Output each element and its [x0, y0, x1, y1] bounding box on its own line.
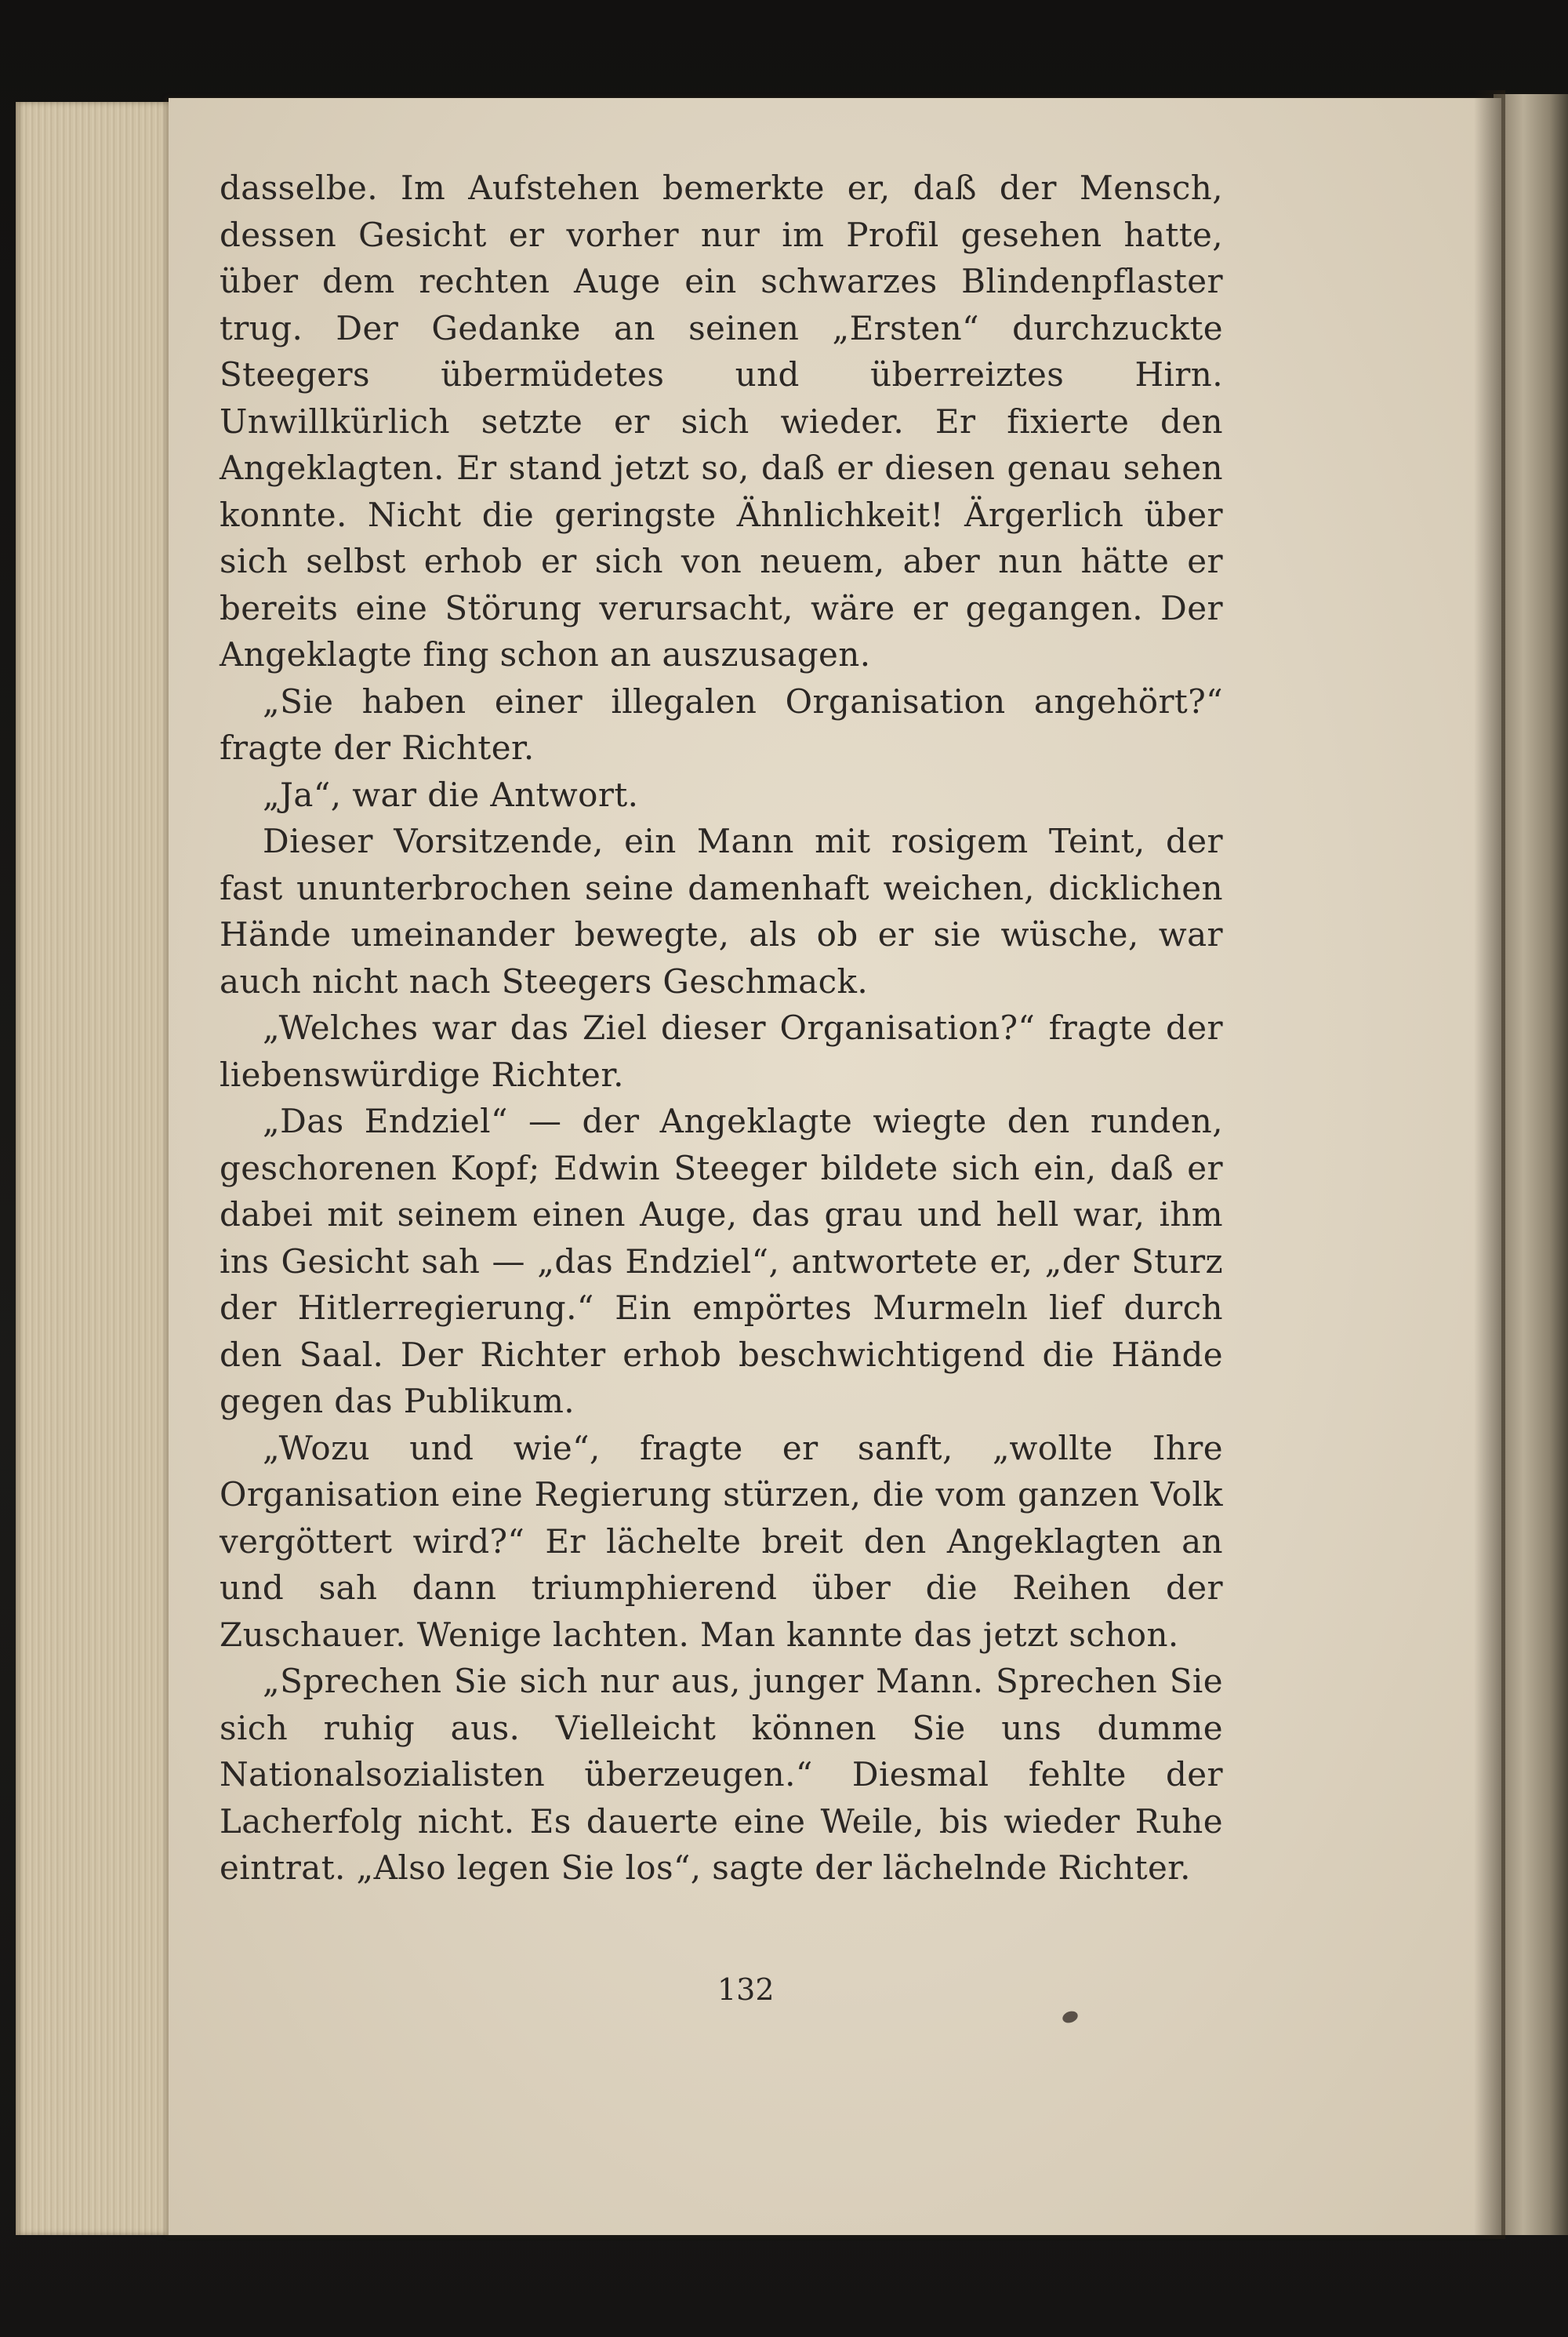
paragraph-6: „Das Endziel“ — der Angeklagte wiegte den runden, geschorenen Kopf; Edwin Steeger bildete sich ein, daß er dabei mit seinem einen Auge, das grau und hell war, ihm ins Gesicht sah — „das Endziel“, antwortete er, „der Sturz der Hitlerregierung.“ Ein empörtes Murmeln lief durch den Saal. Der Richter erhob beschwichtigend die Hände gegen das Publikum. — [220, 1102, 1223, 1420]
body-text — [220, 165, 1223, 1892]
paragraph-8: „Sprechen Sie sich nur aus, junger Mann. Sprechen Sie sich ruhig aus. Vielleicht können Sie uns dumme Nationalsozialisten überzeugen.“ Diesmal fehlte der Lacherfolg nicht. Es dauerte eine Weile, bis wieder Ruhe eintrat. „Also legen Sie los“, sagte der lächelnde Richter. — [220, 1662, 1223, 1887]
paragraph-3: „Ja“, war die Antwort. — [263, 775, 639, 814]
page-stack-edge — [16, 102, 172, 2235]
page-number: 132 — [717, 1972, 775, 2007]
binding-shadow — [1474, 90, 1505, 2239]
paragraph-7: „Wozu und wie“, fragte er sanft, „wollte Ihre Organisation eine Regierung stürzen, die vom ganzen Volk vergöttert wird?“ Er lächelte breit den Angeklagten an und sah dann triumphierend über die Reihen der Zuschauer. Wenige lachten. Man kannte das jetzt schon. — [220, 1428, 1223, 1654]
paragraph-5: „Welches war das Ziel dieser Organisation?“ fragte der liebenswürdige Richter. — [220, 1009, 1223, 1094]
paragraph-1: dasselbe. Im Aufstehen bemerkte er, daß der Mensch, dessen Gesicht er vorher nur im Profil gesehen hatte, über dem rechten Auge ein schwarzes Blindenpflaster trug. Der Gedanke an seinen „Ersten“ durchzuckte Steegers übermüdetes und überreiztes Hirn. Unwillkürlich setzte er sich wieder. Er fixierte den Angeklagten. Er stand jetzt so, daß er diesen genau sehen konnte. Nicht die geringste Ähnlichkeit! Ärgerlich über sich selbst erhob er sich von neuem, aber nun hätte er bereits eine Störung verursacht, wäre er gegangen. Der Angeklagte fing schon an auszusagen. — [220, 169, 1223, 674]
paragraph-4: Dieser Vorsitzende, ein Mann mit rosigem Teint, der fast ununterbrochen seine damenhaft weichen, dicklichen Hände umeinander bewegte, als ob er sie wüsche, war auch nicht nach Steegers Geschmack. — [220, 822, 1223, 1001]
paragraph-2: „Sie haben einer illegalen Organisation angehört?“ fragte der Richter. — [220, 681, 1223, 767]
